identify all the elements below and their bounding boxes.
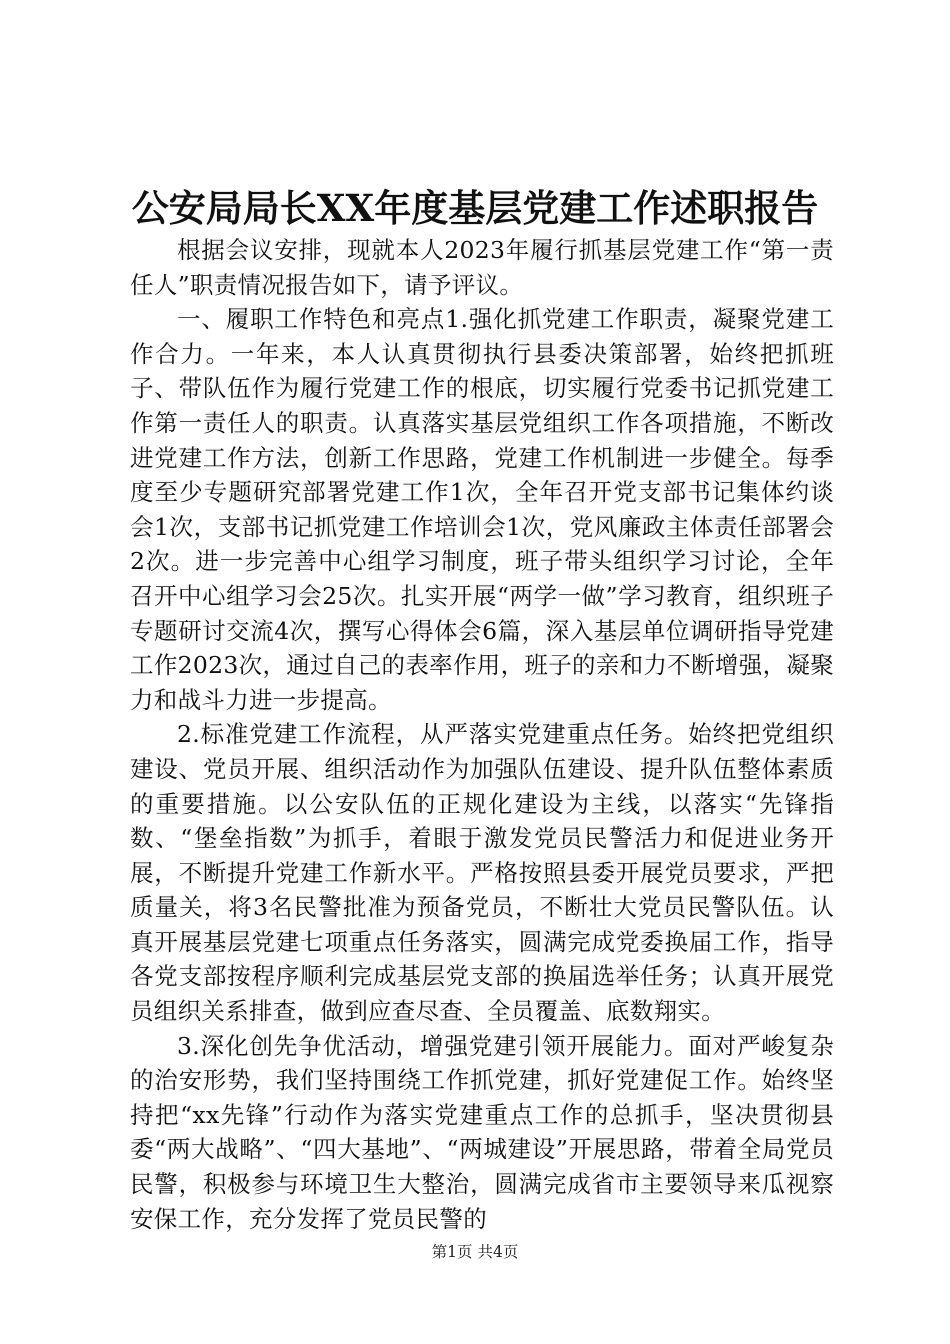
document-title: 公安局局长XX年度基层党建工作述职报告: [131, 186, 819, 230]
paragraph-section-2: 2.标准党建工作流程，从严落实党建重点任务。始终把党组织建设、党员开展、组织活动作为加强队伍建设、提升队伍整体素质的重要措施。以公安队伍的正规化建设为主线，以落实“先锋指数、“堡垒指数”为抓手，着眼于激发党员民警活力和促进业务开展，不断提升党建工作新水平。严格按照县委开展党员要求，严把质量关，将3名民警批准为预备党员，不断壮大党员民警队伍。认真开展基层党建七项重点任务落实，圆满完成党委换届工作，指导各党支部按程序顺利完成基层党支部的换届选举任务；认真开展党员组织关系排查，做到应查尽查、全员覆盖、底数翔实。: [130, 720, 834, 1026]
page-number-footer: 第1页 共4页: [431, 1243, 519, 1261]
paragraph-intro: 根据会议安排，现就本人2023年履行抓基层党建工作“第一责任人”职责情况报告如下，请予评议。: [130, 236, 834, 299]
paragraph-section-3: 3.深化创先争优活动，增强党建引领开展能力。面对严峻复杂的治安形势，我们坚持围绕工作抓党建，抓好党建促工作。始终坚持把“xx先锋”行动作为落实党建重点工作的总抓手，坚决贯彻县委“两大战略”、“四大基地”、“两城建设”开展思路，带着全局党员民警，积极参与环境卫生大整治，圆满完成省市主要领导来瓜视察安保工作，充分发挥了党员民警的: [130, 1031, 834, 1233]
paragraph-section-1: 一、履职工作特色和亮点1.强化抓党建工作职责，凝聚党建工作合力。一年来，本人认真贯彻执行县委决策部署，始终把抓班子、带队伍作为履行党建工作的根底，切实履行党委书记抓党建工作第一责任人的职责。认真落实基层党组织工作各项措施，不断改进党建工作方法，创新工作思路，党建工作机制进一步健全。每季度至少专题研究部署党建工作1次，全年召开党支部书记集体约谈会1次，支部书记抓党建工作培训会1次，党风廉政主体责任部署会2次。进一步完善中心组学习制度，班子带头组织学习讨论，全年召开中心组学习会25次。扎实开展“两学一做”学习教育，组织班子专题研讨交流4次，撰写心得体会6篇，深入基层单位调研指导党建工作2023次，通过自己的表率作用，班子的亲和力不断增强，凝聚力和战斗力进一步提高。: [130, 305, 834, 714]
document-body: [130, 233, 834, 1236]
